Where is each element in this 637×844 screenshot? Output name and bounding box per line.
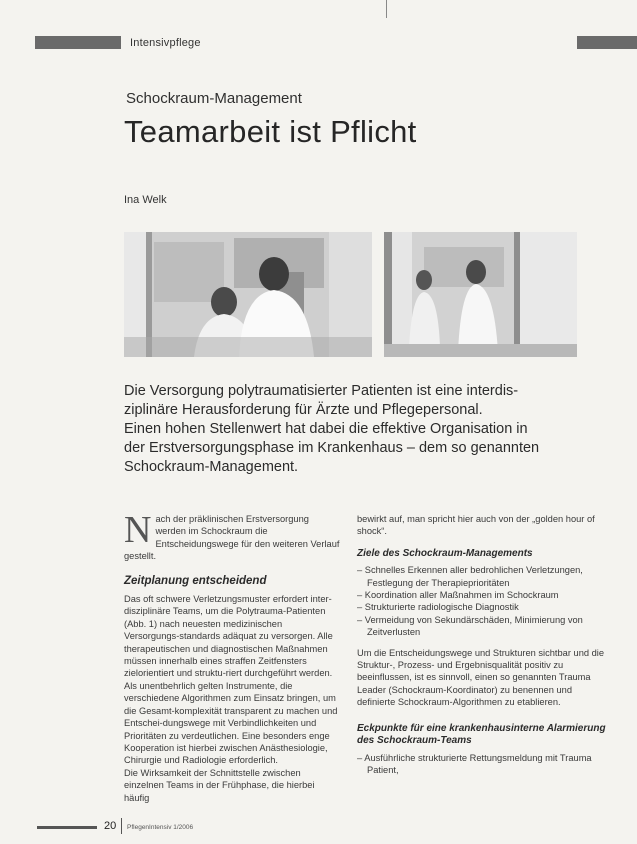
list-item: – Strukturierte radiologische Diagnostik [357, 601, 607, 613]
intro-text: ach der präklinischen Erstversorgung werden im Schockraum die Entscheidungswege für den weiteren Verlauf gestellt. [124, 514, 340, 562]
list-item: – Vermeidung von Sekundärschäden, Minimierung von Zeitverlusten [357, 614, 607, 639]
header-bar-left [35, 36, 121, 49]
section-label: Intensivpflege [130, 37, 201, 49]
text-column-right [357, 513, 607, 776]
page-number: 20 [104, 820, 117, 832]
header-bar-right [577, 36, 637, 49]
list-item: – Ausführliche strukturierte Rettungsmeldung mit Trauma Patient, [357, 752, 607, 777]
body-paragraph: Das oft schwere Verletzungsmuster erfordert inter-disziplinäre Teams, um die Polytrauma-Patienten (Abb. 1) nach neuesten medizinischen Versorgungs-standards adäquat zu versorgen. Alle therapeutischen und diagnostischen Maßnahmen müssen innerhalb eines straffen Zeitfensters zielorientiert und struktu-riert durchgeführt werden. [124, 594, 333, 679]
article-lead [124, 382, 614, 477]
goals-list [357, 564, 607, 638]
crop-mark [386, 0, 387, 18]
lead-line: Schockraum-Management. [124, 459, 299, 475]
lead-line: ziplinäre Herausforderung für Ärzte und Pflegepersonal. [124, 402, 483, 418]
lead-line: der Erstversorgungsphase im Krankenhaus – dem so genannten [124, 440, 540, 456]
body-paragraph: Als unentbehrlich gelten Instrumente, die verschiedene Algorithmen zum Einsatz bringen, um die Gesamt-komplexität transparent zu machen und Entschei-dungswege mit Verbindlichkeiten und Prioritäten zu verdeutlichen. Eine besonders enge Kooperation ist hierbei zwischen Anästhesiologie, Chirurgie und Radiologie erforderlich. [124, 680, 338, 766]
subheading-eckpunkte: Eckpunkte für eine krankenhausinterne Alarmierung des Schockraum-Teams [357, 722, 606, 747]
alarm-list [357, 752, 607, 777]
footer-rule [37, 826, 97, 829]
body-paragraph: Um die Entscheidungswege und Strukturen sichtbar und die Struktur-, Prozess- und Ergebnisqualität positiv zu beeinflussen, ist es sinnvoll, einen so genannten Trauma Leader (Schockraum-Koordinator) zu benennen und definierte Schockraum-Algorithmen zu etablieren. [357, 647, 605, 708]
body-paragraph: Die Wirksamkeit der Schnittstelle zwischen einzelnen Teams in der Frühphase, die hierbei häufig [124, 767, 315, 803]
article-author: Ina Welk [124, 194, 167, 206]
clinic-corridor-photo [384, 232, 577, 357]
article-title: Teamarbeit ist Pflicht [124, 114, 417, 149]
journal-name: PflegenIntensiv 1/2006 [127, 824, 194, 831]
body-paragraph: bewirkt auf, man spricht hier auch von der „golden hour of shock“. [357, 514, 595, 537]
subheading-ziele: Ziele des Schockraum-Managements [357, 547, 533, 559]
intro-paragraph [124, 509, 340, 563]
text-column-left [124, 509, 340, 804]
list-item: – Koordination aller Maßnahmen im Schockraum [357, 589, 607, 601]
article-kicker: Schockraum-Management [126, 90, 302, 107]
subheading-zeitplanung: Zeitplanung entscheidend [124, 574, 267, 587]
lead-line: Die Versorgung polytraumatisierter Patienten ist eine interdis- [124, 383, 519, 399]
list-item: – Schnelles Erkennen aller bedrohlichen Verletzungen, Festlegung der Therapieprioritäten [357, 564, 607, 589]
clinic-team-photo [124, 232, 372, 357]
drop-cap: N [124, 509, 152, 551]
lead-line: Einen hohen Stellenwert hat dabei die effektive Organisation in [124, 421, 528, 437]
footer-separator [121, 818, 122, 834]
